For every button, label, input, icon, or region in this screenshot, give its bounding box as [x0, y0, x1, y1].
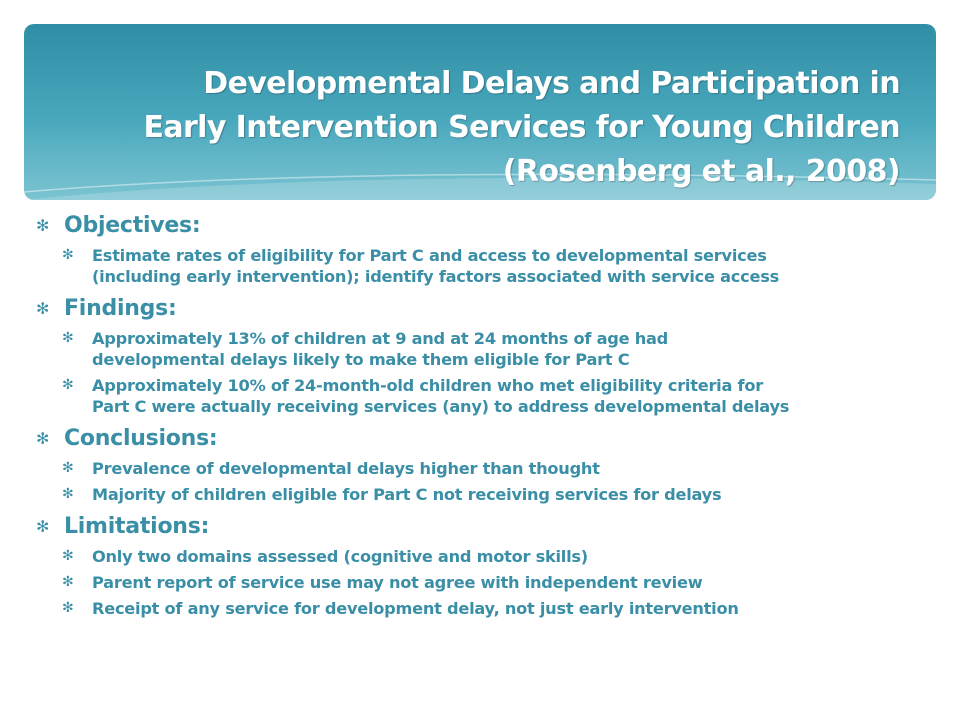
title-banner — [24, 24, 936, 200]
asterisk-bullet-icon: ✻ — [62, 330, 74, 346]
section-conclusions — [36, 423, 951, 505]
section-findings — [36, 293, 951, 417]
list-item — [62, 598, 951, 619]
heading-label: Conclusions: — [64, 426, 218, 451]
list-item — [62, 484, 951, 505]
asterisk-bullet-icon: ✻ — [62, 600, 74, 616]
sub-bullet-list — [36, 458, 951, 505]
title-line-3: (Rosenberg et al., 2008) — [502, 154, 900, 189]
section-heading — [36, 210, 951, 242]
list-item — [62, 375, 951, 417]
title-line-1: Developmental Delays and Participation in — [203, 66, 900, 101]
list-item-line: Approximately 13% of children at 9 and at 24 months of age had — [92, 329, 668, 348]
list-item-text: Only two domains assessed (cognitive and motor skills) — [92, 547, 588, 566]
asterisk-bullet-icon: ✻ — [36, 429, 50, 448]
asterisk-bullet-icon: ✻ — [62, 486, 74, 502]
list-item-line: Approximately 10% of 24-month-old children who met eligibility criteria for — [92, 376, 763, 395]
list-item-line: Estimate rates of eligibility for Part C and access to developmental services — [92, 246, 767, 265]
heading-label: Findings: — [64, 296, 177, 321]
list-item-text: Majority of children eligible for Part C not receiving services for delays — [92, 485, 722, 504]
sub-bullet-list — [36, 546, 951, 619]
list-item-text: Parent report of service use may not agree with independent review — [92, 573, 703, 592]
slide-title — [60, 62, 900, 194]
section-objectives — [36, 210, 951, 287]
list-item-line: (including early intervention); identify factors associated with service access — [92, 267, 779, 286]
slide-content — [36, 210, 951, 625]
asterisk-bullet-icon: ✻ — [36, 299, 50, 318]
asterisk-bullet-icon: ✻ — [62, 247, 74, 263]
asterisk-bullet-icon: ✻ — [62, 377, 74, 393]
asterisk-bullet-icon: ✻ — [62, 460, 74, 476]
list-item-text: Receipt of any service for development delay, not just early intervention — [92, 599, 739, 618]
list-item-text — [92, 245, 951, 287]
sub-bullet-list — [36, 245, 951, 287]
heading-label: Objectives: — [64, 213, 201, 238]
list-item — [62, 328, 951, 370]
list-item-text — [92, 375, 951, 417]
asterisk-bullet-icon: ✻ — [36, 517, 50, 536]
section-heading — [36, 511, 951, 543]
sub-bullet-list — [36, 328, 951, 417]
list-item-text — [92, 328, 951, 370]
list-item-line: Part C were actually receiving services (any) to address developmental delays — [92, 397, 790, 416]
list-item — [62, 572, 951, 593]
section-limitations — [36, 511, 951, 619]
asterisk-bullet-icon: ✻ — [36, 216, 50, 235]
heading-label: Limitations: — [64, 514, 210, 539]
list-item — [62, 245, 951, 287]
asterisk-bullet-icon: ✻ — [62, 574, 74, 590]
title-line-2: Early Intervention Services for Young Children — [143, 110, 900, 145]
section-heading — [36, 423, 951, 455]
asterisk-bullet-icon: ✻ — [62, 548, 74, 564]
list-item — [62, 546, 951, 567]
list-item — [62, 458, 951, 479]
list-item-line: developmental delays likely to make them eligible for Part C — [92, 350, 630, 369]
list-item-text: Prevalence of developmental delays higher than thought — [92, 459, 600, 478]
section-heading — [36, 293, 951, 325]
